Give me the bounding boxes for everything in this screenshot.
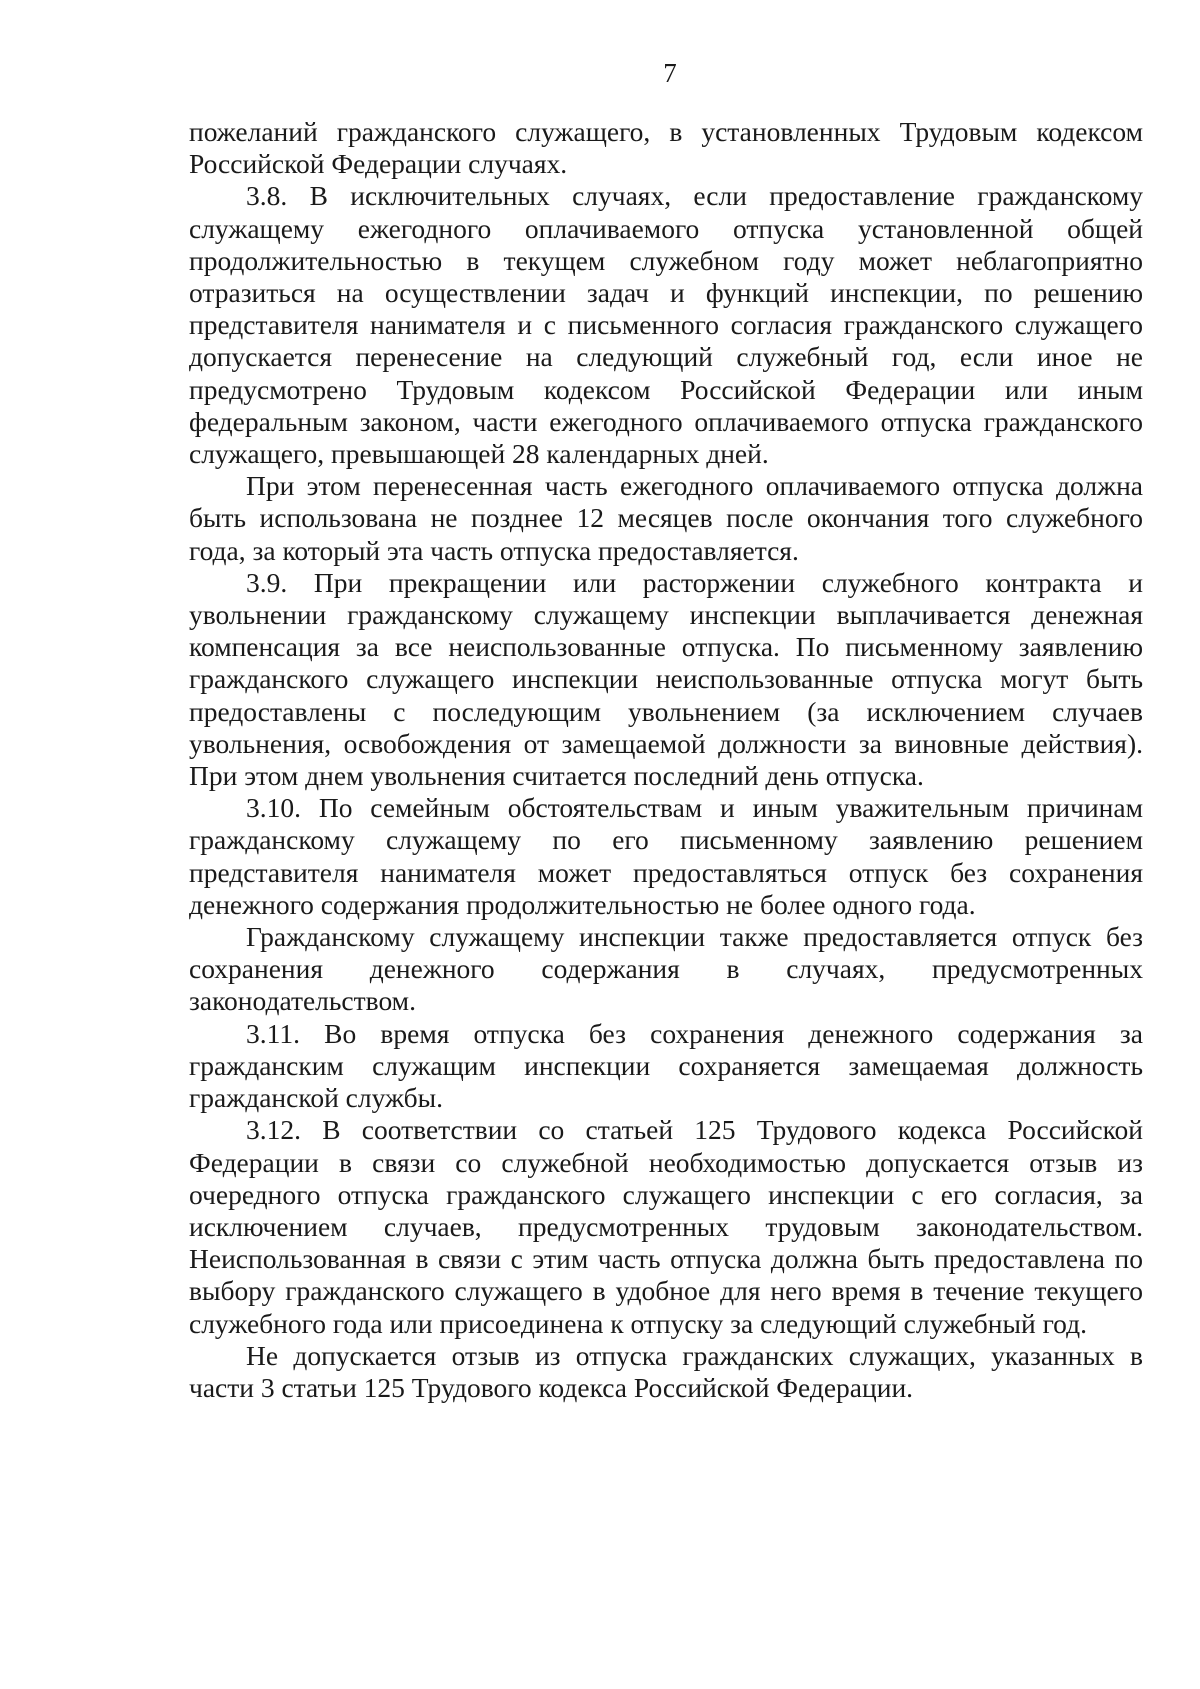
- page-number: 7: [663, 58, 677, 88]
- paragraph-continuation: пожеланий гражданского служащего, в установленных Трудовым кодексом Российской Федерации случаях.: [189, 116, 1143, 180]
- paragraph-unpaid-leave-cases: Гражданскому служащему инспекции также предоставляется отпуск без сохранения денежного содержания в случаях, предусмотренных законодательством.: [189, 921, 1143, 1017]
- paragraph-carryover-usage: При этом перенесенная часть ежегодного оплачиваемого отпуска должна быть использована не позднее 12 месяцев после окончания того служебного года, за который эта часть отпуска предоставляется.: [189, 470, 1143, 566]
- paragraph-3-8: 3.8. В исключительных случаях, если предоставление гражданскому служащему ежегодного оплачиваемого отпуска установленной общей продолжительностью в текущем служебном году может неблагоприятно отразиться на осуществлении задач и функций инспекции, по решению представителя нанимателя и с письменного согласия гражданского служащего допускается перенесение на следующий служебный год, если иное не предусмотрено Трудовым кодексом Российской Федерации или иным федеральным законом, части ежегодного оплачиваемого отпуска гражданского служащего, превышающей 28 календарных дней.: [189, 180, 1143, 470]
- paragraph-3-12: 3.12. В соответствии со статьей 125 Трудового кодекса Российской Федерации в связи со служебной необходимостью допускается отзыв из очередного отпуска гражданского служащего инспекции с его согласия, за исключением случаев, предусмотренных трудовым законодательством. Неиспользованная в связи с этим часть отпуска должна быть предоставлена по выбору гражданского служащего в удобное для него время в течение текущего служебного года или присоединена к отпуску за следующий служебный год.: [189, 1114, 1143, 1339]
- paragraph-3-10: 3.10. По семейным обстоятельствам и иным уважительным причинам гражданскому служащему по его письменному заявлению решением представителя нанимателя может предоставляться отпуск без сохранения денежного содержания продолжительностью не более одного года.: [189, 792, 1143, 920]
- paragraph-3-9: 3.9. При прекращении или расторжении служебного контракта и увольнении гражданскому служащему инспекции выплачивается денежная компенсация за все неиспользованные отпуска. По письменному заявлению гражданского служащего инспекции неиспользованные отпуска могут быть предоставлены с последующим увольнением (за исключением случаев увольнения, освобождения от замещаемой должности за виновные действия). При этом днем увольнения считается последний день отпуска.: [189, 566, 1143, 792]
- paragraph-recall-restriction: Не допускается отзыв из отпуска гражданских служащих, указанных в части 3 статьи 125 Трудового кодекса Российской Федерации.: [189, 1339, 1143, 1403]
- paragraph-3-11: 3.11. Во время отпуска без сохранения денежного содержания за гражданским служащим инспекции сохраняется замещаемая должность гражданской службы.: [189, 1017, 1143, 1114]
- document-body: [189, 116, 1143, 1404]
